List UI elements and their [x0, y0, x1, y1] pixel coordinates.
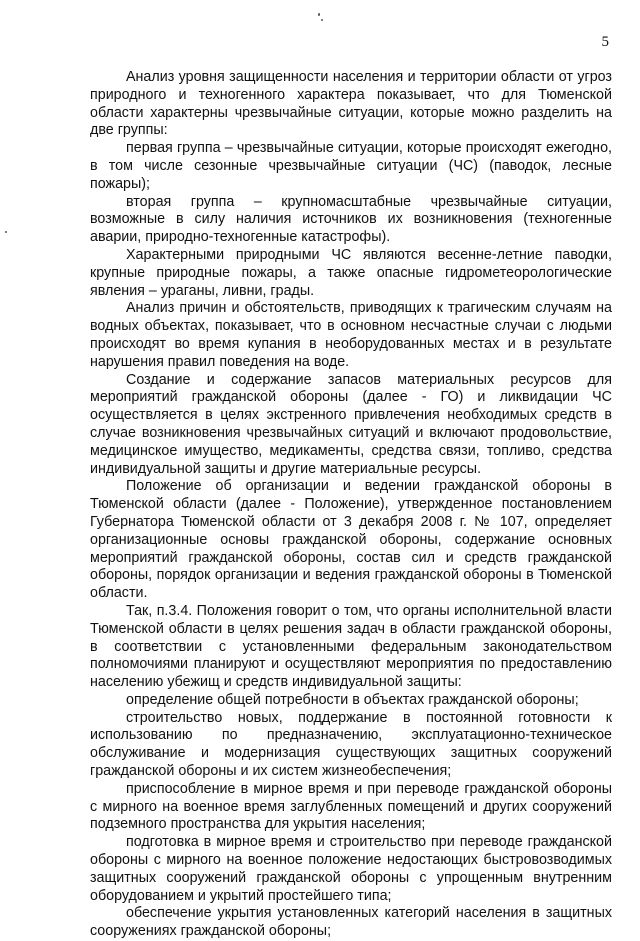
paragraph: строительство новых, поддержание в постоянной готовности к использованию по предназначению, эксплуатационно-техническое обслуживание и модернизация существующих защитных сооружений гражданской обороны и их систем жизнеобеспечения; — [90, 709, 612, 780]
paragraph: Так, п.3.4. Положения говорит о том, что органы исполнительной власти Тюменской области в целях решения задач в области гражданской обороны, в соответствии с установленными федеральным законодательством полномочиями планируют и осуществляют мероприятия по предоставлению населению убежищ и средств индивидуальной защиты: — [90, 602, 612, 691]
paragraph: Анализ уровня защищенности населения и территории области от угроз природного и техногенного характера показывает, что для Тюменской области характерны чрезвычайные ситуации, которые можно разделить на две группы: — [90, 69, 612, 139]
paragraph: первая группа – чрезвычайные ситуации, которые происходят ежегодно, в том числе сезонные чрезвычайные ситуации (ЧС) (паводок, лесные пожары); — [90, 140, 612, 192]
paragraph: определение общей потребности в объектах гражданской обороны; — [126, 691, 579, 708]
paragraph: обеспечение укрытия установленных категорий населения в защитных сооружениях гражданской обороны; — [90, 905, 612, 940]
paragraph: вторая группа – крупномасштабные чрезвычайные ситуации, возможные в силу наличия источников их возникновения (техногенные аварии, природно-техногенные катастрофы). — [90, 193, 612, 246]
paragraph: приспособление в мирное время и при переводе гражданской обороны с мирного на военное время заглубленных помещений и других сооружений подземного пространства для укрытия населения; — [90, 780, 612, 833]
paragraph: Характерными природными ЧС являются весенне-летние паводки, крупные природные пожары, а также опасные гидрометеорологические явления – ураганы, ливни, грады. — [90, 246, 612, 299]
paragraph: Создание и содержание запасов материальных ресурсов для мероприятий гражданской обороны (далее - ГО) и ликвидации ЧС осуществляется в целях экстренного привлечения необходимых средств в случае возникновения чрезвычайных ситуаций и включают продовольствие, медицинское имущество, медикаменты, средства связи, топливо, средства индивидуальной защиты и другие материальные ресурсы. — [90, 371, 612, 477]
paragraph: Положение об организации и ведении гражданской обороны в Тюменской области (далее - Положение), утвержденное постановлением Губернатора Тюменской области от 3 декабря 2008 г. № 107, определяет организационные основы гражданской обороны, содержание основных мероприятий гражданской обороны, состав сил и средств гражданской обороны, порядок организации и ведения гражданской обороны в Тюменской области. — [90, 478, 612, 602]
paragraph: Анализ причин и обстоятельств, приводящих к трагическим случаям на водных объектах, показывает, что в основном несчастные случаи с людьми происходят во время купания в необорудованных местах и в результате нарушения правил поведения на воде. — [90, 300, 612, 370]
page-number: 5 — [601, 34, 609, 50]
document-body — [90, 69, 612, 941]
paragraph: подготовка в мирное время и строительство при переводе гражданской обороны с мирного на военное положение недостающих быстровозводимых защитных сооружений гражданской обороны с упрощенным внутренним оборудованием и укрытий простейшего типа; — [90, 834, 612, 904]
